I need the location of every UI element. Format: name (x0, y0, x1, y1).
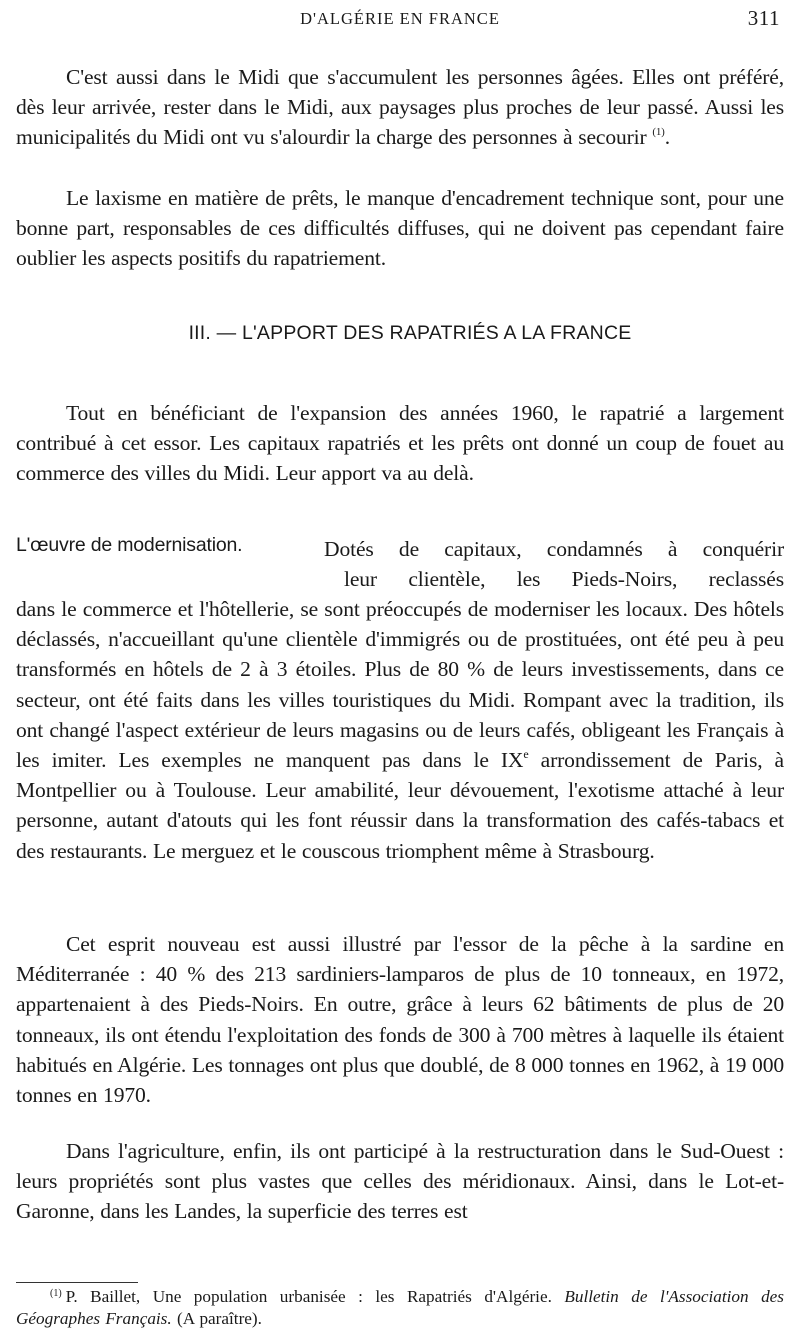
paragraph-text: C'est aussi dans le Midi que s'accumulent les personnes âgées. Elles ont préféré, dès leur arrivée, rester dans le Midi, aux paysages plus proches de leur passé. Aussi les municipalités du Midi ont vu s'alourdir la charge des personnes à secourir (16, 65, 784, 150)
running-head (16, 6, 784, 30)
footnote-marker: (1) (50, 1288, 62, 1299)
paragraph-elderly (16, 62, 784, 153)
paragraph-agriculture: Dans l'agriculture, enfin, ils ont participé à la restructuration dans le Sud-Ouest : leurs propriétés sont plus vastes que celles des méridionaux. Ainsi, dans le Lot-et-Garonne, dans les Landes, la superficie des terres est (16, 1139, 784, 1224)
paragraph-modernisation (16, 594, 784, 866)
paragraph-peche: Cet esprit nouveau est aussi illustré par l'essor de la pêche à la sardine en Méditerranée : 40 % des 213 sardiniers-lamparos de plus de 10 tonneaux, en 1972, appartenaient à des Pieds-Noirs. En outre, grâce à leurs 62 bâtiments de plus de 20 tonneaux, ils ont étendu l'exploitation des fonds de 300 à 700 mètres à laquelle ils étaient habitués en Algérie. Les tonnages ont plus que doublé, de 8 000 tonnes en 1962, à 19 000 tonnes en 1970. (16, 932, 784, 1108)
paragraph-text: dans le commerce et l'hôtellerie, se sont préoccupés de moderniser les locaux. Des hôtels déclassés, n'accueillant qu'une clientèle d'immigrés ou de prostituées, ont été peu à peu transformés en hôtels de 2 à 3 étoiles. Plus de 80 % de leurs investissements, dans ce secteur, ont été faits dans les villes touristiques du Midi. Rompant avec la tradition, ils ont changé l'aspect extérieur de leurs magasins ou de leurs cafés, obligeant les Français à les imiter. Les exemples ne manquent pas dans le IX (16, 597, 784, 773)
subsection-first-line: Dotés de capitaux, condamnés à conquérir (324, 537, 784, 561)
footnote (16, 1286, 784, 1330)
paragraph-text-tail: arrondissement de Paris, à Montpellier ou à Toulouse. Leur amabilité, leur dévouement, l'exotisme attaché à leur personne, autant d'atouts qui les font réussir dans la transformation des cafés-tabacs et des restaurants. Le merguez et le couscous triomphent même à Strasbourg. (16, 748, 784, 863)
running-title: D'ALGÉRIE EN FRANCE (300, 9, 500, 28)
side-heading: L'œuvre de modernisation. (16, 534, 243, 556)
superscript-e: e (523, 747, 529, 762)
page-number: 311 (747, 6, 780, 30)
paragraph-laxisme: Le laxisme en matière de prêts, le manque d'encadrement technique sont, pour une bonne part, responsables de ces difficultés diffuses, qui ne doivent pas cependant faire oublier les aspects positifs du rapatriement. (16, 186, 784, 271)
section-heading: III. — L'APPORT DES RAPATRIÉS A LA FRANCE (188, 322, 632, 344)
footnote-journal: Bulletin de l'Association des Géographes Français. (16, 1287, 784, 1328)
paragraph-section-intro: Tout en bénéficiant de l'expansion des années 1960, le rapatrié a largement contribué à cet essor. Les capitaux rapatriés et les prêts ont donné un coup de fouet au commerce des villes du Midi. Leur apport va au delà. (16, 401, 784, 486)
footnote-reference[interactable]: (1) (652, 126, 665, 139)
footnote-tail: (A paraître). (176, 1309, 262, 1328)
footnote-divider (16, 1282, 138, 1283)
paragraph-tail: . (664, 125, 670, 150)
subsection-second-line: leur clientèle, les Pieds-Noirs, reclassés (344, 567, 784, 592)
footnote-text: P. Baillet, Une population urbanisée : les Rapatriés d'Algérie. (65, 1287, 552, 1306)
